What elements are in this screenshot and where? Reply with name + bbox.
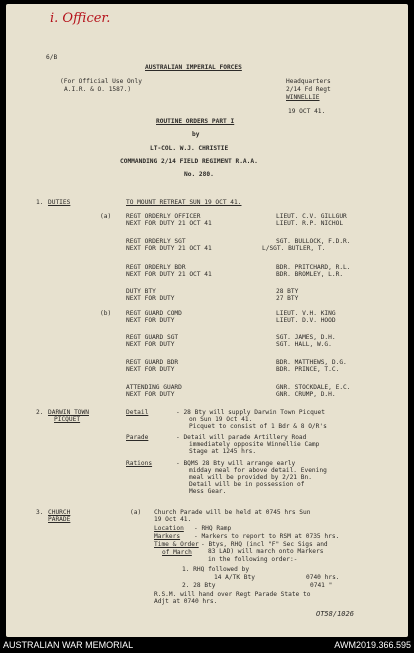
duty-label: REGT ORDERLY OFFICER [126,213,201,220]
rations-text: midday meal for above detail. Evening [189,467,327,474]
commander-name: LT-COL. W.J. CHRISTIE [150,145,229,152]
hq-line-3: WINNELLIE [286,94,320,101]
march-time-1: 0740 hrs. [306,574,340,581]
section-2-number: 2. [36,409,44,416]
detail-text: Picquet to consist of 1 Bdr & 8 O/R's [189,423,327,430]
detail-text: on Sun 19 Oct 41. [189,416,253,423]
duty-name: LIEUT. V.H. KING [276,310,336,317]
duty-next-name: GNR. CRUMP, D.H. [276,391,336,398]
parade-label: Parade [126,434,149,441]
footer-left: AUSTRALIAN WAR MEMORIAL [3,640,134,650]
hq-line-1: Headquarters [286,78,331,85]
page-mark: OT58/1026 [316,610,354,618]
section-3-number: 3. [36,509,44,516]
section-2-heading-2: PICQUET [54,416,81,423]
duty-next: NEXT FOR DUTY [126,295,175,302]
rations-text: - BQMS 28 Bty will arrange early [176,460,296,467]
location-value: - RHQ Ramp [194,525,232,532]
church-text: 19 Oct 41. [154,516,192,523]
orders-by: by [192,131,200,138]
rations-text: meal will be provided by 2/21 Bn. [189,474,312,481]
duty-label: REGT GUARD COMD [126,310,182,317]
orders-title: ROUTINE ORDERS PART I [156,118,235,125]
section-1-heading: DUTIES [48,199,71,206]
duty-label: REGT GUARD SGT [126,334,179,341]
duty-label: REGT ORDERLY BDR [126,264,186,271]
time-order-text: 83 LAD) will march onto Markers [208,548,324,555]
parade-text: immediately opposite Winnellie Camp [189,441,320,448]
duty-label: ATTENDING GUARD [126,384,182,391]
markers-label: Markers [154,533,181,540]
doc-ref: 6/B [46,54,58,61]
document-page [6,4,408,637]
duty-label: REGT ORDERLY SGT [126,238,186,245]
handwritten-note: i. Officer. [50,11,111,26]
duty-next-name: BDR. BROMLEY, L.R. [276,271,344,278]
footer-right: AWM2019.366.595 [334,640,411,650]
duty-next-name: LIEUT. D.V. HOOD [276,317,336,324]
rsm-text: R.S.M. will hand over Regt Parade State to [154,591,311,598]
parade-text: Stage at 1245 hrs. [189,448,257,455]
rations-text: Detail will be in possession of [189,481,305,488]
orders-number: No. 280. [184,171,214,178]
duty-next: NEXT FOR DUTY 21 OCT 41 [126,271,212,278]
duty-next: NEXT FOR DUTY [126,366,175,373]
markers-value: - Markers to report to RSM at 0735 hrs. [194,533,340,540]
duty-next: NEXT FOR DUTY 21 OCT 41 [126,245,212,252]
official-use-1: (For Official Use Only [60,78,142,85]
hq-line-2: 2/14 Fd Regt [286,86,331,93]
section-3-heading-2: PARADE [48,516,71,523]
duty-label: DUTY BTY [126,288,156,295]
duty-next-name: 27 BTY [276,295,299,302]
duties-a-marker: (a) [100,213,112,220]
time-order-text: - Btys, RHQ (incl "F" Sec Sigs and [201,541,328,548]
parade-text: - Detail will parade Artillery Road [176,434,307,441]
location-label: Location [154,525,184,532]
footer-bar [0,638,414,653]
section-1-number: 1. [36,199,44,206]
section-2-heading: DARWIN TOWN [48,409,89,416]
duty-next-name: L/SGT. BUTLER, T. [262,245,326,252]
duty-next: NEXT FOR DUTY [126,317,175,324]
detail-label: Detail [126,409,149,416]
duty-next: NEXT FOR DUTY [126,341,175,348]
duties-subheading: TO MOUNT RETREAT SUN 19 OCT 41. [126,199,242,206]
duty-next-name: LIEUT. R.P. NICHOL [276,220,344,227]
time-order-text: in the following order:- [208,556,298,563]
rations-text: Mess Gear. [189,488,227,495]
duty-next: NEXT FOR DUTY [126,391,175,398]
duty-name: GNR. STOCKDALE, E.C. [276,384,351,391]
duty-name: 28 BTY [276,288,299,295]
official-use-2: A.I.R. & O. 1587.) [64,86,132,93]
duty-label: REGT GUARD BDR [126,359,179,366]
march-order-2: 2. 28 Bty [182,582,216,589]
duty-name: LIEUT. C.V. GILLGUR [276,213,347,220]
doc-date: 19 OCT 41. [288,108,326,115]
march-order-1: 1. RHQ followed by [182,566,250,573]
duty-name: BDR. MATTHEWS, D.G. [276,359,347,366]
duties-b-marker: (b) [100,310,112,317]
duty-name: SGT. BULLOCK, F.D.R. [276,238,351,245]
duty-next: NEXT FOR DUTY 21 OCT 41 [126,220,212,227]
rsm-text: Adjt at 0740 hrs. [154,598,218,605]
march-time-2: 0741 " [310,582,333,589]
rations-label: Rations [126,460,153,467]
duty-next-name: SGT. HALL, W.G. [276,341,332,348]
time-order-label: Time & Order [154,541,199,548]
of-march-label: of March [162,549,192,556]
unit-title: AUSTRALIAN IMPERIAL FORCES [145,64,242,71]
church-text: Church Parade will be held at 0745 hrs Sun [154,509,311,516]
duty-next-name: BDR. PRINCE, T.C. [276,366,340,373]
commander-title: COMMANDING 2/14 FIELD REGIMENT R.A.A. [120,158,258,165]
duty-name: BDR. PRITCHARD, R.L. [276,264,351,271]
section-3-heading: CHURCH [48,509,71,516]
detail-text: - 28 Bty will supply Darwin Town Picquet [176,409,326,416]
church-a-marker: (a) [130,509,142,516]
duty-name: SGT. JAMES, D.H. [276,334,336,341]
march-order-1b: 14 A/TK Bty [214,574,255,581]
